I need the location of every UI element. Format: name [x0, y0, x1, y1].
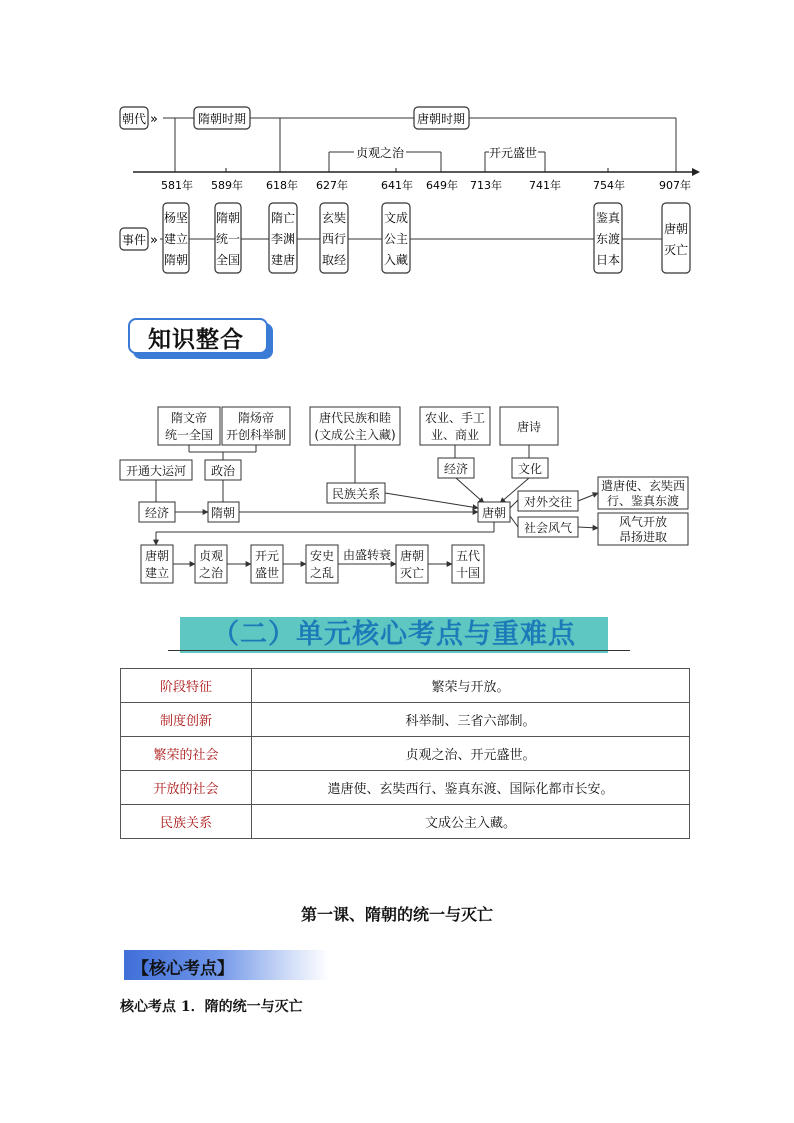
table-value: 贞观之治、开元盛世。	[252, 737, 690, 771]
node-agriculture: 农业、手工	[424, 411, 486, 425]
chain-node: 之乱	[309, 566, 335, 580]
node-canal: 开通大运河	[125, 464, 187, 478]
svg-text:统一: 统一	[215, 232, 241, 246]
svg-text:入藏: 入藏	[383, 253, 409, 267]
svg-text:西行: 西行	[321, 232, 347, 246]
year-label: 713年	[470, 179, 502, 192]
year-label: 618年	[266, 179, 298, 192]
node-ethnic-harmony: (文成公主入藏)	[314, 428, 396, 442]
chain-node: 灭亡	[399, 566, 425, 580]
table-row	[121, 771, 690, 805]
svg-text:文成: 文成	[383, 211, 409, 225]
event-box	[382, 203, 410, 273]
knowledge-section-header	[128, 318, 274, 358]
dynasty-label: 朝代	[121, 112, 147, 126]
node-foreign-detail: 行、鉴真东渡	[606, 494, 680, 508]
chain-node: 盛世	[254, 566, 280, 580]
node-tang-poetry: 唐诗	[516, 420, 542, 434]
table-value: 科举制、三省六部制。	[252, 703, 690, 737]
event-box	[594, 203, 622, 273]
decline-label: 由盛转衰	[342, 548, 392, 562]
year-label: 649年	[426, 179, 458, 192]
table-key: 制度创新	[121, 703, 252, 737]
svg-text:公主: 公主	[383, 232, 409, 246]
event-box	[163, 203, 189, 273]
table-key: 繁荣的社会	[121, 737, 252, 771]
chain-node: 贞观	[198, 549, 224, 563]
svg-text:建唐: 建唐	[270, 253, 296, 267]
year-label: 754年	[593, 179, 625, 192]
dynasty-arrow: »	[150, 112, 158, 127]
chain-node: 唐朝	[399, 549, 425, 563]
svg-text:取经: 取经	[321, 253, 347, 267]
table-key: 民族关系	[121, 805, 252, 839]
table-row	[121, 737, 690, 771]
table-key: 开放的社会	[121, 771, 252, 805]
chain-node: 之治	[198, 566, 224, 580]
node-foreign-exchange: 对外交往	[523, 495, 573, 509]
svg-text:全国: 全国	[215, 253, 241, 267]
chain-node: 建立	[144, 566, 170, 580]
event-arrow: »	[150, 233, 158, 248]
core-points-header: 【核心考点】	[132, 959, 234, 979]
svg-text:建立: 建立	[163, 232, 189, 246]
svg-text:玄奘: 玄奘	[321, 211, 347, 225]
year-label: 741年	[529, 179, 561, 192]
table-row	[121, 669, 690, 703]
node-economy-tang: 经济	[443, 462, 469, 476]
node-tang: 唐朝	[481, 506, 507, 520]
table-row	[121, 703, 690, 737]
year-label: 589年	[211, 179, 243, 192]
node-culture: 文化	[517, 462, 543, 476]
lesson-title: 第一课、隋朝的统一与灭亡	[300, 905, 493, 924]
node-social-climate: 社会风气	[523, 521, 573, 535]
node-suiwendi: 隋文帝	[170, 411, 208, 425]
kaiyuan-label: 开元盛世	[488, 146, 538, 160]
svg-text:杨坚: 杨坚	[163, 211, 189, 225]
svg-text:东渡: 东渡	[595, 232, 621, 246]
node-social-detail: 昂扬进取	[618, 530, 668, 544]
knowledge-mindmap	[0, 400, 794, 590]
year-label: 627年	[316, 179, 348, 192]
svg-text:鉴真: 鉴真	[595, 211, 621, 225]
unit-banner-title: （二）单元核心考点与重难点	[212, 619, 576, 650]
knowledge-header-title: 知识整合	[148, 327, 244, 353]
event-box	[215, 203, 241, 273]
node-agriculture: 业、商业	[430, 428, 480, 442]
svg-text:隋亡: 隋亡	[270, 211, 296, 225]
tang-period-label: 唐朝时期	[416, 112, 466, 126]
svg-text:灭亡: 灭亡	[663, 243, 689, 257]
core-points-table	[120, 668, 690, 839]
event-box	[269, 203, 297, 273]
node-suiyangdi: 开创科举制	[225, 428, 287, 442]
year-label: 581年	[161, 179, 193, 192]
node-sui: 隋朝	[210, 506, 236, 520]
chain-node: 唐朝	[144, 549, 170, 563]
node-social-detail: 风气开放	[618, 515, 668, 529]
svg-text:李渊: 李渊	[270, 232, 296, 246]
event-box	[320, 203, 348, 273]
sui-period-label: 隋朝时期	[197, 112, 247, 126]
axis-arrowhead	[692, 168, 700, 176]
banner-underline	[168, 650, 630, 651]
timeline-diagram	[0, 95, 794, 285]
svg-text:隋朝: 隋朝	[215, 211, 241, 225]
table-row	[121, 805, 690, 839]
node-politics: 政治	[210, 464, 236, 478]
table-value: 遣唐使、玄奘西行、鉴真东渡、国际化都市长安。	[252, 771, 690, 805]
node-ethnic-relations: 民族关系	[331, 487, 381, 501]
year-label: 907年	[659, 179, 691, 192]
event-label: 事件	[121, 233, 147, 247]
table-key: 阶段特征	[121, 669, 252, 703]
svg-text:唐朝: 唐朝	[663, 222, 689, 236]
table-value: 繁荣与开放。	[252, 669, 690, 703]
table-value: 文成公主入藏。	[252, 805, 690, 839]
node-suiwendi: 统一全国	[164, 428, 214, 442]
node-foreign-detail: 遣唐使、玄奘西	[600, 479, 686, 493]
year-label: 641年	[381, 179, 413, 192]
event-box	[662, 203, 690, 273]
core-point-title: 核心考点 1．隋的统一与灭亡	[120, 999, 303, 1015]
chain-node: 十国	[455, 566, 481, 580]
node-ethnic-harmony: 唐代民族和睦	[318, 411, 392, 425]
node-suiyangdi: 隋炀帝	[237, 411, 275, 425]
unit-banner	[180, 617, 608, 653]
chain-node: 五代	[455, 549, 481, 563]
zhenguan-label: 贞观之治	[355, 146, 405, 160]
svg-text:隋朝: 隋朝	[163, 253, 189, 267]
svg-text:日本: 日本	[595, 253, 621, 267]
chain-node: 安史	[309, 549, 335, 563]
chain-node: 开元	[254, 549, 280, 563]
node-economy-sui: 经济	[144, 506, 170, 520]
